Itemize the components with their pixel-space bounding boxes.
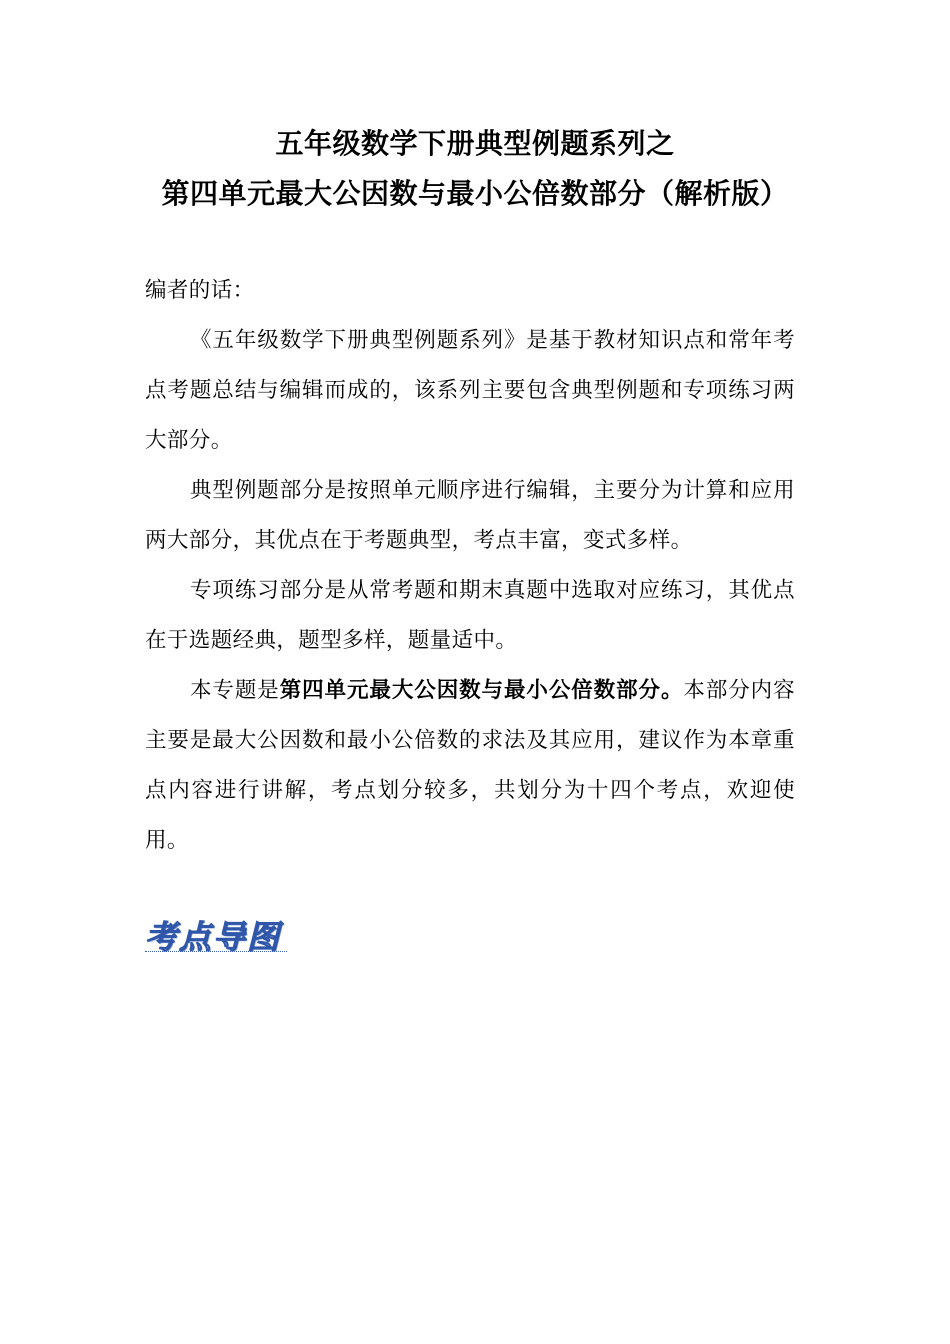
intro-paragraph-1: 《五年级数学下册典型例题系列》是基于教材知识点和常年考点考题总结与编辑而成的，该系列主要包含典型例题和专项练习两大部分。 [145, 328, 795, 453]
intro-paragraph-2: 典型例题部分是按照单元顺序进行编辑，主要分为计算和应用两大部分，其优点在于考题典型，考点丰富，变式多样。 [145, 478, 795, 553]
paragraph-4-prefix: 本专题是 [190, 678, 280, 703]
intro-paragraph-3: 专项练习部分是从常考题和期末真题中选取对应练习，其优点在于选题经典，题型多样，题量适中。 [145, 578, 795, 653]
intro-paragraph-4 [145, 666, 795, 866]
editor-note-heading: 编者的话： [145, 278, 255, 303]
paragraph-4-topic: 第四单元最大公因数与最小公倍数部分。 [279, 678, 684, 703]
document-title-line-2: 第四单元最大公因数与最小公倍数部分（解析版） [161, 177, 789, 210]
heading-underline [145, 951, 287, 952]
document-title-line-1: 五年级数学下册典型例题系列之 [275, 127, 675, 160]
knowledge-map-heading: 考点导图 [145, 918, 282, 956]
paragraph-4-suffix: 本部分内容主要是最大公因数和最小公倍数的求法及其应用，建议作为本章重点内容进行讲解，考点划分较多，共划分为十四个考点，欢迎使用。 [145, 678, 795, 853]
